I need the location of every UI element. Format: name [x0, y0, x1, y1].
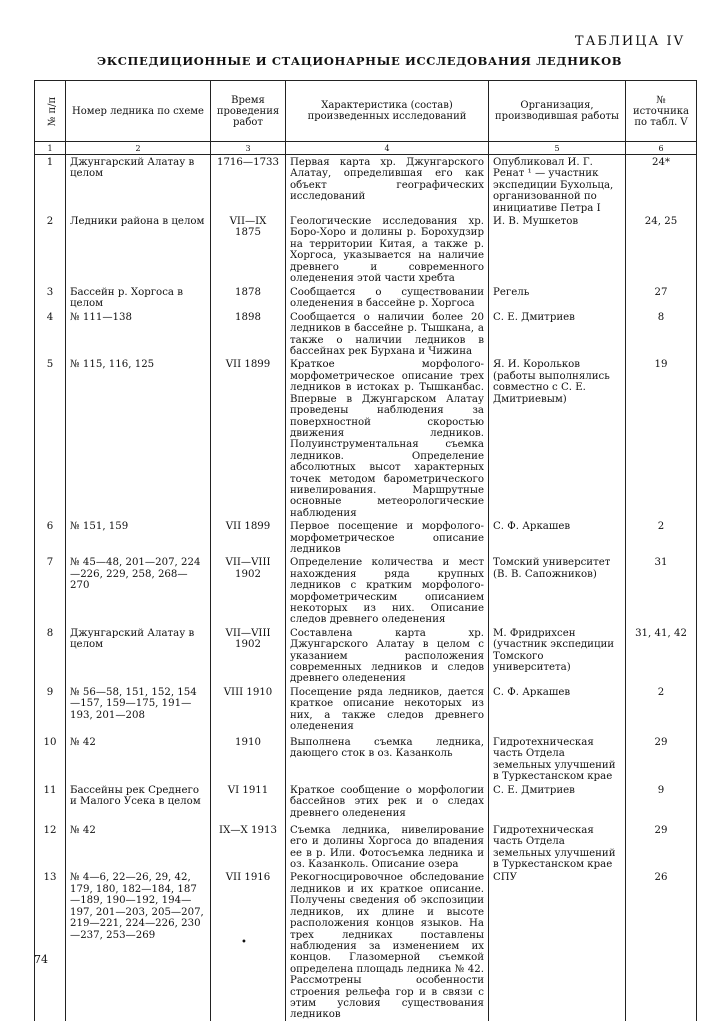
- source-number: 26: [626, 870, 697, 1020]
- header-cell-number: [35, 81, 66, 142]
- organization: С. Ф. Аркашев: [489, 685, 626, 735]
- table-row: [35, 519, 697, 555]
- study-description: Первое посещение и морфолого-морфометрическое описание ледников: [286, 519, 489, 555]
- column-number: 4: [286, 142, 489, 155]
- source-number: 27: [626, 285, 697, 310]
- glacier-number: № 151, 159: [66, 519, 211, 555]
- study-description: Первая карта хр. Джунгарского Алатау, определившая его как объект географических исследований: [286, 155, 489, 215]
- row-number: 13: [35, 870, 66, 1020]
- row-number: 12: [35, 823, 66, 871]
- table-row: [35, 155, 697, 215]
- work-time: VII—VIII 1902: [211, 626, 286, 685]
- row-number: 11: [35, 783, 66, 823]
- header-row: [35, 81, 697, 142]
- work-time: IX—X 1913: [211, 823, 286, 871]
- work-time: VII 1899: [211, 519, 286, 555]
- organization: Гидротехническая часть Отдела земельных улучшений в Туркестанском крае: [489, 735, 626, 783]
- glacier-number: № 111—138: [66, 310, 211, 358]
- work-time: VII 1899: [211, 357, 286, 519]
- organization: М. Фридрихсен (участник экспедиции Томского университета): [489, 626, 626, 685]
- study-description: Составлена карта хр. Джунгарского Алатау в целом с указанием расположения современных ледников и следов древнего оледенения: [286, 626, 489, 685]
- row-number: 4: [35, 310, 66, 358]
- column-number: 2: [66, 142, 211, 155]
- glacier-number: № 4—6, 22—26, 29, 42, 179, 180, 182—184, 187—189, 190—192, 194—197, 201—203, 205—207, 219—221, 224—226, 230—237, 253—269: [66, 870, 211, 1020]
- work-time: 1910: [211, 735, 286, 783]
- glacier-number: № 42: [66, 735, 211, 783]
- glacier-number: Джунгарский Алатау в целом: [66, 626, 211, 685]
- header-cell-source: № источника по табл. V: [626, 81, 697, 142]
- glacier-number: Джунгарский Алатау в целом: [66, 155, 211, 215]
- table-row: [35, 735, 697, 783]
- glacier-number: Бассейны рек Среднего и Малого Усека в целом: [66, 783, 211, 823]
- organization: Опубликовал И. Г. Ренат ¹ — участник экспедиции Бухольца, организованной по инициативе Петра I: [489, 155, 626, 215]
- page-number: 74: [34, 953, 48, 966]
- table-row: [35, 310, 697, 358]
- work-time: VII—IX 1875: [211, 214, 286, 285]
- source-number: 29: [626, 735, 697, 783]
- organization: И. В. Мушкетов: [489, 214, 626, 285]
- source-number: 9: [626, 783, 697, 823]
- work-time: 1716—1733: [211, 155, 286, 215]
- work-time: VII 1916: [211, 870, 286, 1020]
- header-cell-time: Время проведения работ: [211, 81, 286, 142]
- table-row: [35, 357, 697, 519]
- organization: С. Е. Дмитриев: [489, 783, 626, 823]
- header-cell-description: Характеристика (состав) произведенных исследований: [286, 81, 489, 142]
- source-number: 29: [626, 823, 697, 871]
- source-number: 19: [626, 357, 697, 519]
- header-number-label: № п/п: [47, 96, 59, 126]
- work-time: 1878: [211, 285, 286, 310]
- table-row: [35, 626, 697, 685]
- glacier-studies-table: [34, 80, 697, 1021]
- glacier-number: Бассейн р. Хоргоса в целом: [66, 285, 211, 310]
- source-number: 31: [626, 555, 697, 625]
- header-cell-glacier: Номер ледника по схеме: [66, 81, 211, 142]
- column-number: 6: [626, 142, 697, 155]
- study-description: Определение количества и мест нахождения ряда крупных ледников с кратким морфолого-морфометрическим описанием некоторых из них. Описание следов древнего оледенения: [286, 555, 489, 625]
- glacier-number: № 115, 116, 125: [66, 357, 211, 519]
- source-number: 2: [626, 685, 697, 735]
- glacier-number: Ледники района в целом: [66, 214, 211, 285]
- glacier-number: № 56—58, 151, 152, 154—157, 159—175, 191—193, 201—208: [66, 685, 211, 735]
- table-label: ТАБЛИЦА IV: [574, 34, 685, 49]
- work-time: VII—VIII 1902: [211, 555, 286, 625]
- organization: Я. И. Корольков (работы выполнялись совместно с С. Е. Дмитриевым): [489, 357, 626, 519]
- study-description: Рекогносцировочное обследование ледников и их краткое описание. Получены сведения об экспозиции ледников, их длине и высоте расположения концов языков. На трех ледниках поставлены наблюдения за изменением их концов. Глазомерной съемкой определена площадь ледника № 42. Рассмотрены особенности строения рельефа гор и в связи с этим условия существования ледников: [286, 870, 489, 1020]
- row-number: 8: [35, 626, 66, 685]
- organization: Гидротехническая часть Отдела земельных улучшений в Туркестанском крае: [489, 823, 626, 871]
- row-number: 7: [35, 555, 66, 625]
- table-row: [35, 823, 697, 871]
- table-row: [35, 555, 697, 625]
- source-number: 31, 41, 42: [626, 626, 697, 685]
- organization: Томский университет (В. В. Сапожников): [489, 555, 626, 625]
- table-row: [35, 214, 697, 285]
- source-number: 24, 25: [626, 214, 697, 285]
- column-number: 3: [211, 142, 286, 155]
- header-cell-organization: Организация, производившая работы: [489, 81, 626, 142]
- row-number: 3: [35, 285, 66, 310]
- column-number: 1: [35, 142, 66, 155]
- study-description: Сообщается о наличии более 20 ледников в бассейне р. Тышкана, а также о наличии ледников в бассейнах рек Бурхана и Чижина: [286, 310, 489, 358]
- column-number-row: [35, 142, 697, 155]
- source-number: 2: [626, 519, 697, 555]
- table-row: [35, 783, 697, 823]
- source-number: 24*: [626, 155, 697, 215]
- work-time: VIII 1910: [211, 685, 286, 735]
- study-description: Посещение ряда ледников, дается краткое описание некоторых из них, а также следов древнего оледенения: [286, 685, 489, 735]
- work-time: VI 1911: [211, 783, 286, 823]
- study-description: Сообщается о существовании оледенения в бассейне р. Хоргоса: [286, 285, 489, 310]
- column-number: 5: [489, 142, 626, 155]
- organization: С. Ф. Аркашев: [489, 519, 626, 555]
- row-number: 5: [35, 357, 66, 519]
- study-description: Выполнена съемка ледника, дающего сток в оз. Казанколь: [286, 735, 489, 783]
- row-number: 1: [35, 155, 66, 215]
- row-number: 9: [35, 685, 66, 735]
- study-description: Съемка ледника, нивелирование его и долины Хоргоса до впадения ее в р. Или. Фотосъемка ледника и оз. Казанколь. Описание озера: [286, 823, 489, 871]
- glacier-number: № 42: [66, 823, 211, 871]
- row-number: 10: [35, 735, 66, 783]
- row-number: 2: [35, 214, 66, 285]
- table-row: [35, 285, 697, 310]
- organization: С. Е. Дмитриев: [489, 310, 626, 358]
- work-time: 1898: [211, 310, 286, 358]
- glacier-number: № 45—48, 201—207, 224—226, 229, 258, 268—270: [66, 555, 211, 625]
- study-description: Краткое морфолого-морфометрическое описание трех ледников в истоках р. Тышканбас. Впервые в Джунгарском Алатау проведены наблюдения за поверхностной скоростью движения ледников. Полуинструментальная съемка ледников. Определение абсолютных высот характерных точек методом барометрического нивелирования. Маршрутные основные метеорологические наблюдения: [286, 357, 489, 519]
- table-row: [35, 870, 697, 1020]
- row-number: 6: [35, 519, 66, 555]
- print-mark: •: [241, 937, 247, 948]
- study-description: Краткое сообщение о морфологии бассейнов этих рек и о следах древнего оледенения: [286, 783, 489, 823]
- table-row: [35, 685, 697, 735]
- table-title: ЭКСПЕДИЦИОННЫЕ И СТАЦИОНАРНЫЕ ИССЛЕДОВАНИЯ ЛЕДНИКОВ: [96, 54, 623, 68]
- organization: Регель: [489, 285, 626, 310]
- organization: СПУ: [489, 870, 626, 1020]
- source-number: 8: [626, 310, 697, 358]
- study-description: Геологические исследования хр. Боро-Хоро и долины р. Борохудзир на территории Китая, а также р. Хоргоса, указывается на наличие древнего и современного оледенения этой части хребта: [286, 214, 489, 285]
